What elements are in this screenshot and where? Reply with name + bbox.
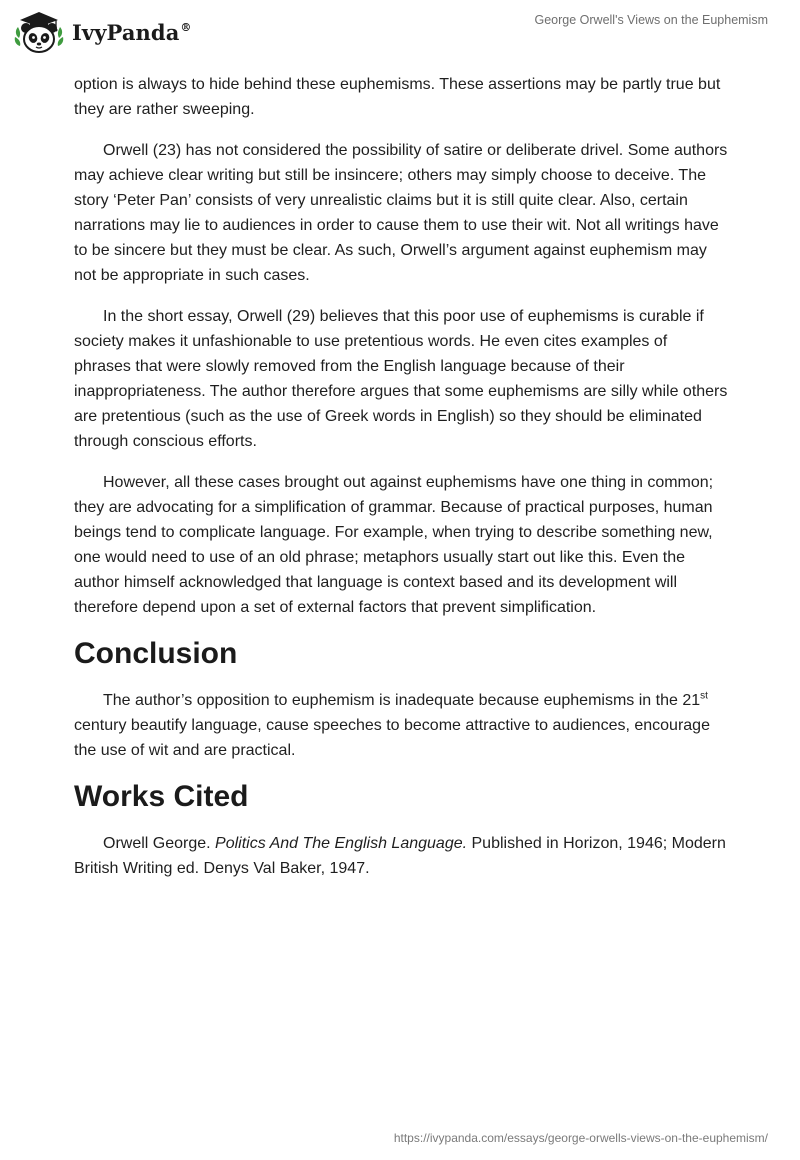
paragraph-1: option is always to hide behind these euphemisms. These assertions may be partly true but they are rather sweeping. — [74, 76, 721, 118]
citation-entry — [74, 831, 728, 881]
paragraph-3: In the short essay, Orwell (29) believes that this poor use of euphemisms is curable if society makes it unfashionable to use pretentious words. He even cites examples of phrases that were slowly removed from the English language because of their inappropriateness. The author therefore argues that some euphemisms are silly while others are pretentious (such as the use of Greek words in English) so they should be eliminated through conscious efforts. — [74, 308, 728, 450]
conclusion-text-start: The author’s opposition to euphemism is inadequate because euphemisms in the 21 — [103, 692, 701, 709]
conclusion-paragraph — [74, 688, 728, 763]
ordinal-superscript: st — [700, 690, 708, 702]
works-cited-heading: Works Cited — [74, 780, 249, 813]
source-url-link[interactable]: https://ivypanda.com/essays/george-orwells-views-on-the-euphemism/ — [393, 1131, 768, 1145]
conclusion-heading: Conclusion — [74, 637, 238, 670]
brand-name: IvyPanda® — [72, 19, 192, 45]
essay-content — [74, 72, 728, 897]
citation-details: Published in Horizon, 1946; Modern British Writing ed. Denys Val Baker, 1947. — [74, 835, 726, 877]
document-title: George Orwell's Views on the Euphemism — [534, 13, 768, 27]
registered-mark: ® — [180, 20, 192, 34]
page-header — [0, 0, 800, 66]
conclusion-text-end: century beautify language, cause speeches to become attractive to audiences, encourage the use of wit and are practical. — [74, 717, 710, 759]
paragraph-4: However, all these cases brought out against euphemisms have one thing in common; they are advocating for a simplification of grammar. Because of practical purposes, human beings tend to complicate language. For example, when trying to describe something new, one would need to use of an old phrase; metaphors usually start out like this. Even the author himself acknowledged that language is context based and its development will therefore depend upon a set of external factors that prevent simplification. — [74, 474, 714, 616]
citation-author: Orwell George. — [103, 835, 216, 852]
paragraph-2: Orwell (23) has not considered the possibility of satire or deliberate drivel. Some authors may achieve clear writing but still be insincere; others may simply choose to deceive. The story ‘Peter Pan’ consists of very unrealistic claims but it is still quite clear. Also, certain narrations may lie to audiences in order to cause them to use their wit. Not all writings have to be sincere but they must be clear. As such, Orwell’s argument against euphemism may not be appropriate in such cases. — [74, 142, 728, 284]
ivypanda-logo[interactable] — [14, 8, 192, 56]
citation-title: Politics And The English Language. — [215, 835, 468, 852]
panda-graduation-cap-icon — [14, 8, 64, 56]
